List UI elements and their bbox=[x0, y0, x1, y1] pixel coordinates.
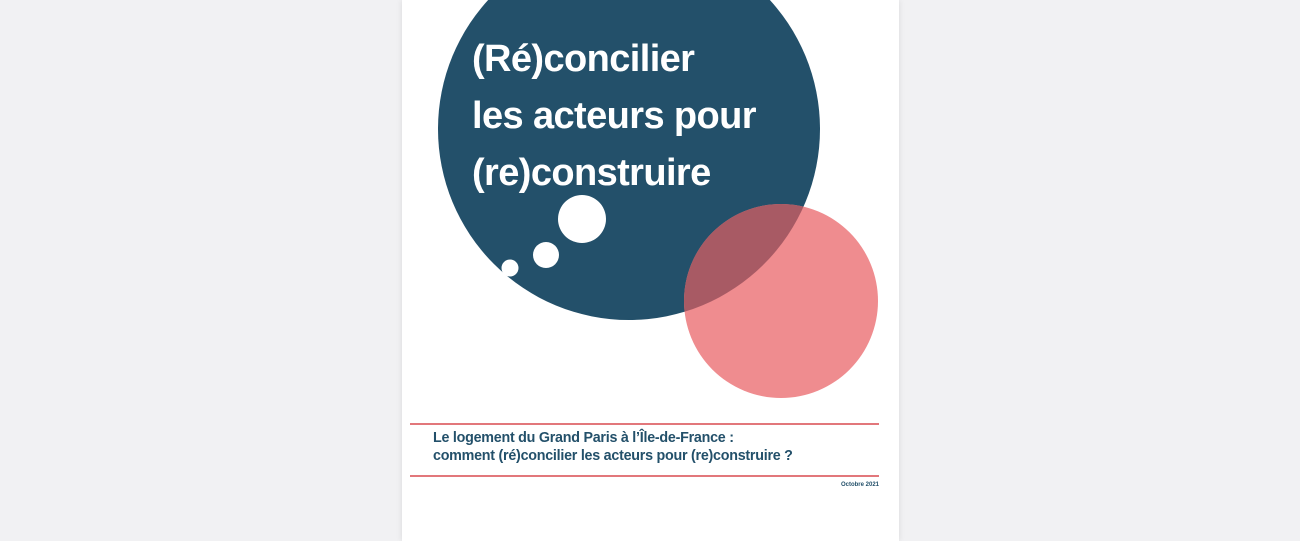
cover-title bbox=[472, 31, 872, 202]
cover-title-line: (Ré)concilier bbox=[472, 38, 695, 80]
publication-date: Octobre 2021 bbox=[840, 482, 879, 488]
subtitle-line: Le logement du Grand Paris à l’Île-de-France : bbox=[433, 430, 734, 446]
subtitle-bottom-rule bbox=[410, 475, 879, 477]
cover-title-line: les acteurs pour bbox=[472, 95, 756, 137]
document-page bbox=[402, 0, 899, 541]
thought-bubble-large bbox=[558, 195, 606, 243]
document-subtitle bbox=[433, 429, 873, 465]
subtitle-line: comment (ré)concilier les acteurs pour (re)construire ? bbox=[433, 448, 793, 464]
thought-bubble-medium bbox=[533, 242, 559, 268]
thought-bubble-small bbox=[502, 260, 519, 277]
cover-title-line: (re)construire bbox=[472, 152, 711, 194]
subtitle-top-rule bbox=[410, 423, 879, 425]
